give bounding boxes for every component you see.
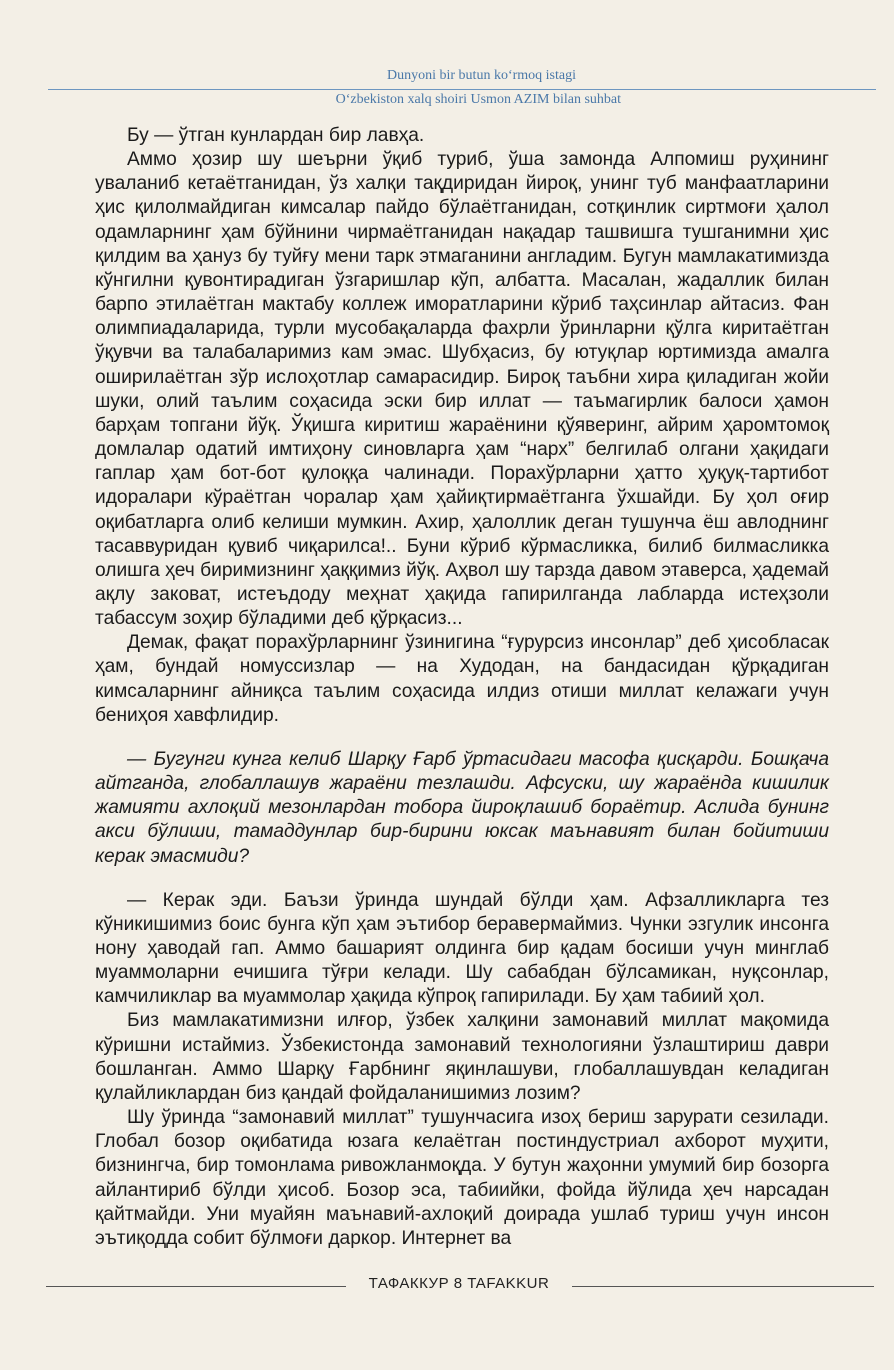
footer-rule-right: [572, 1286, 874, 1287]
answer-paragraph-3: Шу ўринда “замонавий миллат” тушунчасига изоҳ бериш зарурати сезилади. Глобал бозор оқибатида юзага келаётган постиндустриал ахборот муҳити, бизнингча, бир томонлама ривожланмоқда. У бутун жаҳонни умумий бир бозорга айлантириб бўлди ҳисоб. Бозор эса, табиийки, фойда йўлида ҳеч нарсадан қайтмайди. Уни муайян маънавий-ахлоқий доирада ушлаб туриш учун инсон эътиқодда собит бўлмоғи даркор. Интернет ва: [95, 1107, 829, 1249]
page-footer: [46, 1272, 874, 1302]
spacer: [95, 869, 829, 889]
paragraph-1: Бу — ўтган кунлардан бир лавҳа.: [127, 125, 425, 146]
spacer: [95, 728, 829, 748]
answer-paragraph-1: — Керак эди. Баъзи ўринда шундай бўлди ҳам. Афзалликларга тез кўникишимиз боис бунга кўп ҳам эътибор беравермаймиз. Чунки эзгулик инсонга нону ҳаводай гап. Аммо башарият олдинга бир қадам босиши учун минглаб муаммоларни ечишига тўғри келади. Шу сабабдан бўлсамикан, нуқсонлар, камчиликлар ва муаммолар ҳақида кўпроқ гапирилади. Бу ҳам табиий ҳол.: [95, 889, 829, 1008]
header-subtitle: O‘zbekiston xalq shoiri Usmon AZIM bilan suhbat: [335, 92, 621, 107]
article-body: [95, 124, 829, 1251]
header-title: Dunyoni bir butun ko‘rmoq istagi: [387, 68, 576, 83]
paragraph-3: Демак, фақат порахўрларнинг ўзинигина “ғурурсиз инсонлар” деб ҳисобласак ҳам, бундай номуссизлар — на Худодан, на бандасидан қўрқадиган кимсаларнинг айниқса таълим соҳасида илдиз отиши миллат келажаги учун бениҳоя хавфлидир.: [95, 632, 829, 726]
interview-question: — Бугунги кунга келиб Шарқу Ғарб ўртасидаги масофа қисқарди. Бошқача айтганда, глобаллашув жараёни тезлашди. Афсуски, шу жараёнда кишилик жамияти ахлоқий мезонлардан тобора йироқлашиб бораётир. Аслида бунинг акси бўлиши, тамаддунлар бир-бирини юксак маънавият билан бойитиши керак эмасмиди?: [95, 748, 829, 867]
paragraph-2: Аммо ҳозир шу шеърни ўқиб туриб, ўша замонда Алпомиш руҳининг уваланиб кетаётганидан, ўз халқи тақдиридан йироқ, унинг туб манфаатларини ҳис қилолмайдиган кимсалар пайдо бўлаётганидан, сотқинлик сиртмоғи ҳалол одамларнинг ҳам бўйнини чирмаётганидан нақадар ташвишга тушганимни ҳис қилдим ва ҳануз бу туйғу мени тарк этмаганини англадим. Бугун мамлакатимизда кўнгилни қувонтирадиган ўзгаришлар кўп, албатта. Масалан, жадаллик билан барпо этилаётган мактабу коллеж иморатларини кўриб таҳсинлар айтасиз. Фан олимпиадаларида, турли мусобақаларда фахрли ўринларни қўлга киритаётган ўқувчи ва талабаларимиз кам эмас. Шубҳасиз, бу ютуқлар юртимизда амалга оширилаётган зўр ислоҳотлар самарасидир. Бироқ таъбни хира қиладиган жойи шуки, олий таълим соҳасида эски бир иллат — таъмагирлик балоси ҳамон барҳам топгани йўқ. Ўқишга киритиш жараёнини қўяверинг, айрим ҳаромтомоқ домлалар одатий имтиҳону синовларга ҳам “нарх” белгилаб олгани ҳақидаги гаплар ҳам бот-бот қулоққа чалинади. Порахўрларни ҳатто ҳуқуқ-тартибот идоралари кўраётган чоралар ҳам ҳайиқтирмаётганга ўхшайди. Бу ҳол оғир оқибатларга олиб келиши мумкин. Ахир, ҳалоллик деган тушунча ёш авлоднинг тасаввуридан қувиб чиқарилса!.. Буни кўриб кўрмасликка, билиб билмасликка олишга ҳеч биримизнинг ҳаққимиз йўқ. Аҳвол шу тарзда давом этаверса, ҳадемай ақлу заковат, истеъдоду меҳнат ҳақида гапирилганда лабларда истеҳзоли табассум зоҳир бўладими деб қўрқасиз...: [95, 149, 829, 630]
answer-paragraph-2: Биз мамлакатимизни илғор, ўзбек халқини замонавий миллат мақомида кўришни истаймиз. Ўзбекистонда замонавий технологияни ўзлаштириш даври бошланган. Аммо Шарқу Ғарбнинг яқинлашуви, глобаллашувдан келадиган қулайликлардан биз қандай фойдаланишимиз лозим?: [95, 1010, 829, 1104]
header-rule: [48, 89, 876, 90]
footer-rule-left: [46, 1286, 346, 1287]
footer-label: ТАФАККУР 8 TAFAKKUR: [368, 1275, 550, 1292]
